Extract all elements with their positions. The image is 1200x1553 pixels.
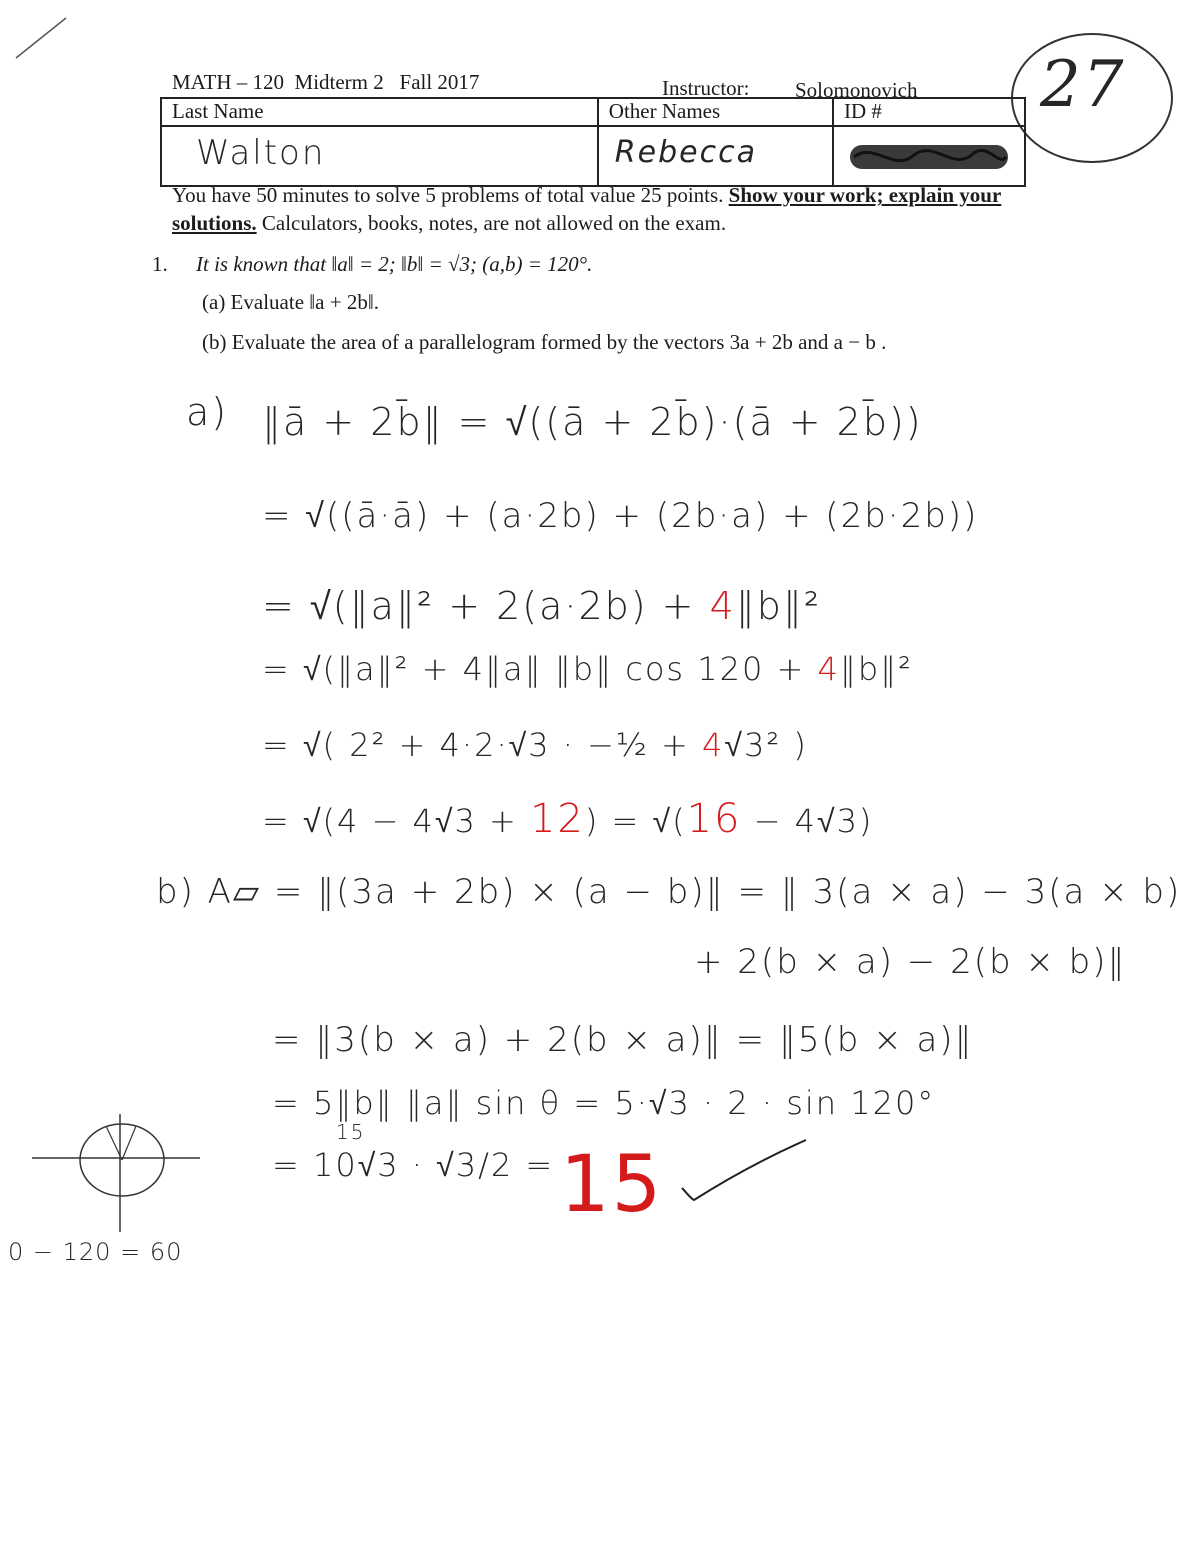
unit-circle-sketch — [30, 1108, 210, 1238]
work-b-line5-note: 15 — [336, 1120, 366, 1144]
last-name-cell — [161, 126, 598, 186]
last-name-header: Last Name — [161, 98, 598, 126]
other-names-header: Other Names — [598, 98, 833, 126]
work-a-line4-correction: 4 — [817, 650, 840, 688]
work-b-line1: b) A▱ = ‖(3a + 2b) × (a − b)‖ = ‖ 3(a × a) − 3(a × b) — [156, 872, 1182, 912]
exam-instructions — [172, 181, 1032, 237]
exam-name: Midterm 2 — [294, 70, 384, 94]
work-a-line6-mid: ) = √( — [584, 802, 687, 840]
instructions-emphasis: Show your work; explain your solutions. — [172, 183, 1002, 235]
work-a-line1: ‖ā + 2b̄‖ = √((ā + 2b̄)·(ā + 2b̄)) — [262, 400, 923, 444]
work-a-line3-pre: = √(‖a‖² + 2(a·2b) + — [262, 584, 710, 628]
other-names-value: Rebecca — [614, 135, 757, 170]
check-mark-icon — [676, 1132, 816, 1212]
work-a-line6-correction-2: 16 — [686, 796, 742, 842]
problem-number: 1. — [152, 252, 168, 276]
exam-term: Fall 2017 — [399, 70, 480, 94]
work-a-line3-post: ‖b‖² — [735, 584, 822, 628]
work-a-line5-correction: 4 — [702, 726, 725, 764]
work-a-line4-pre: = √(‖a‖² + 4‖a‖ ‖b‖ cos 120 + — [262, 650, 818, 688]
work-a-line2: = √((ā·ā) + (a·2b) + (2b·a) + (2b·2b)) — [262, 496, 979, 536]
problem-part-b: (b) Evaluate the area of a parallelogram formed by the vectors 3a + 2b and a − b . — [202, 330, 887, 354]
work-a-line3-correction: 4 — [709, 584, 736, 628]
work-a-line6-post: − 4√3) — [741, 802, 874, 840]
work-a-line5-pre: = √( 2² + 4·2·√3 · −½ + — [262, 726, 703, 764]
problem-part-a: (a) Evaluate ‖a + 2b‖. — [202, 290, 379, 314]
id-redaction-scribble — [844, 137, 1014, 177]
exam-header — [172, 70, 479, 95]
instructions-text-2: Calculators, books, notes, are not allowed on the exam. — [256, 211, 727, 235]
pen-mark — [10, 14, 70, 64]
instructor-name: Solomonovich — [795, 78, 918, 102]
work-a-line6-correction: 12 — [529, 796, 585, 842]
side-note: 0 − 120 = 60 — [8, 1238, 183, 1266]
work-a-line6 — [262, 796, 873, 842]
work-b-line5: = 10√3 · √3/2 = — [272, 1146, 555, 1184]
final-answer: 15 — [560, 1140, 664, 1230]
work-a-line4-post: ‖b‖² — [839, 650, 913, 688]
work-a-line6-pre: = √(4 − 4√3 + — [262, 802, 530, 840]
work-b-line2: + 2(b × a) − 2(b × b)‖ — [694, 942, 1127, 982]
instructor-label: Instructor: — [662, 76, 750, 100]
work-a-line3 — [262, 584, 821, 629]
other-names-cell — [598, 126, 833, 186]
problem-statement: It is known that ‖a‖ = 2; ‖b‖ = √3; (a,b) = 120°. — [196, 252, 593, 276]
work-a-line5-post: √3² ) — [724, 726, 808, 764]
student-info-table — [160, 97, 1026, 187]
work-b-line4: = 5‖b‖ ‖a‖ sin θ = 5·√3 · 2 · sin 120° — [272, 1084, 936, 1122]
id-cell — [833, 126, 1025, 186]
score-value: 27 — [1040, 48, 1126, 122]
work-a-label: a) — [186, 390, 229, 434]
work-a-line4 — [262, 650, 913, 688]
last-name-value: Walton — [196, 133, 326, 173]
course-code: MATH – 120 — [172, 70, 285, 94]
instructions-text-1: You have 50 minutes to solve 5 problems of total value 25 points. — [172, 183, 729, 207]
id-header: ID # — [833, 98, 1025, 126]
work-b-line3: = ‖3(b × a) + 2(b × a)‖ = ‖5(b × a)‖ — [272, 1020, 974, 1060]
work-a-line5 — [262, 726, 808, 764]
